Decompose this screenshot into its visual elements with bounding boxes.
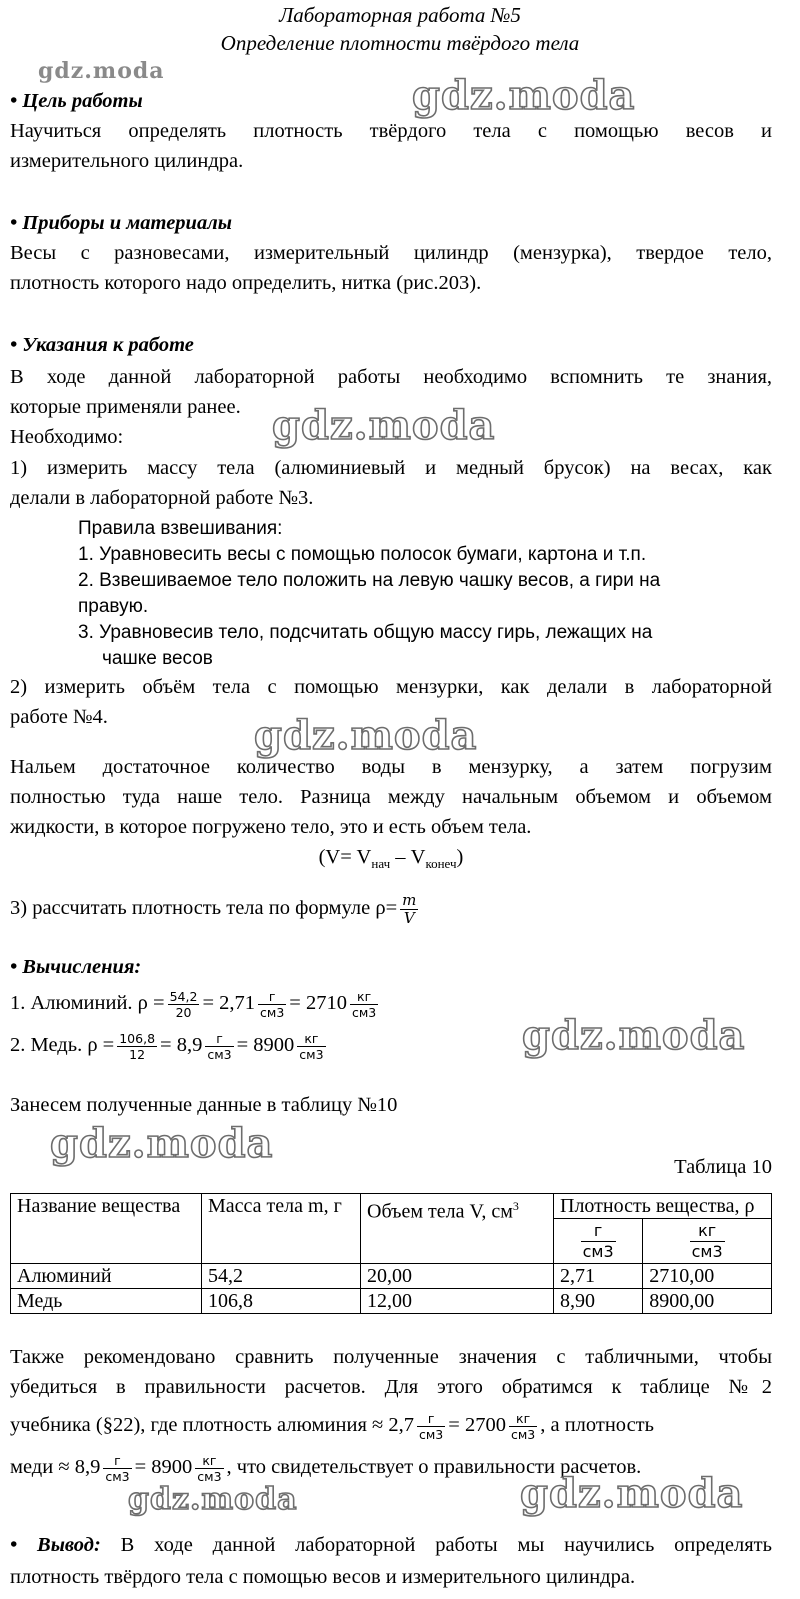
density-formula-fraction: $\frac{m}{V}$	[402, 891, 417, 927]
equipment-text-line: плотность которого надо определить, нитка (рис.203).	[10, 272, 482, 294]
rule-item: чашке весов	[102, 648, 213, 669]
watermark-logo: gdz.moda	[254, 712, 478, 759]
watermark-logo: gdz.moda	[520, 1470, 744, 1517]
equipment-heading: • Приборы и материалы	[10, 212, 232, 234]
watermark-logo: gdz.moda	[38, 58, 165, 84]
instructions-text-line: которые применяли ранее.	[10, 396, 241, 418]
rules-title: Правила взвешивания:	[78, 518, 283, 539]
goal-text-line: Научиться определять плотность твёрдого тела с помощью весов и	[10, 120, 772, 142]
watermark-logo: gdz.moda	[522, 1012, 746, 1059]
table-header-name: Название вещества	[11, 1194, 202, 1264]
watermark-logo: gdz.moda	[272, 402, 496, 449]
table-row: Медь 106,8 12,00 8,90 8900,00	[11, 1289, 772, 1314]
page-title: Лабораторная работа №5	[279, 3, 521, 27]
compare-line: Также рекомендовано сравнить полученные значения с табличными, чтобы	[10, 1346, 772, 1368]
step1-line: делали в лабораторной работе №3.	[10, 487, 314, 509]
rule-item: правую.	[78, 596, 149, 617]
calc-aluminium: 1. Алюминий. ρ = $\frac{54,2}{20}$ = 2,71 $\frac{г}{см3}$ = 2710 $\frac{кг}{см3}$	[10, 988, 377, 1020]
watermark-logo: gdz.moda	[50, 1120, 274, 1167]
table-header-density: Плотность вещества, ρ	[554, 1194, 772, 1219]
compare-line: меди ≈ 8,9 $\frac{г}{см3}$ = 8900 $\frac{кг}{см3}$ , что свидетельствует о правильности расчетов.	[10, 1452, 642, 1484]
table-unit-kg-cm3: $\frac{кг}{см3}$	[643, 1219, 772, 1264]
step2-line: 2) измерить объём тела с помощью мензурки, как делали в лабораторной	[10, 676, 772, 698]
conclusion-line: плотность твёрдого тела с помощью весов и измерительного цилиндра.	[10, 1566, 636, 1588]
water-text-line: жидкости, в которое погружено тело, это и есть объем тела.	[10, 816, 532, 838]
rule-item: 2. Взвешиваемое тело положить на левую чашку весов, а гири на	[78, 570, 661, 591]
volume-formula: $(V= V_{нач} - V_{конеч})$	[318, 846, 464, 872]
table-header-mass: Масса тела m, г	[202, 1194, 361, 1264]
compare-line: убедиться в правильности расчетов. Для этого обратимся к таблице №2	[10, 1376, 772, 1398]
instructions-heading: • Указания к работе	[10, 334, 194, 356]
step1-line: 1) измерить массу тела (алюминиевый и медный брусок) на весах, как	[10, 457, 772, 479]
density-table	[10, 1193, 772, 1314]
goal-text-line: измерительного цилиндра.	[10, 150, 244, 172]
table-row: Алюминий 54,2 20,00 2,71 2710,00	[11, 1264, 772, 1289]
watermark-logo: gdz.moda	[128, 1482, 298, 1517]
compare-line: учебника (§22), где плотность алюминия ≈ 2,7 $\frac{г}{см3}$ = 2700 $\frac{кг}{см3}$ , а плотность	[10, 1410, 654, 1442]
goal-heading: • Цель работы	[10, 90, 143, 112]
table-header-volume: Объем тела V, $см^3$	[361, 1194, 554, 1264]
instructions-text-line: Необходимо:	[10, 426, 124, 448]
calculations-heading: • Вычисления:	[10, 956, 142, 978]
table-caption: Таблица 10	[674, 1156, 772, 1178]
watermark-logo: gdz.moda	[412, 72, 636, 119]
rule-item: 1. Уравновесить весы с помощью полосок бумаги, картона и т.п.	[78, 544, 647, 565]
calc-copper: 2. Медь. ρ = $\frac{106,8}{12}$ = 8,9 $\frac{г}{см3}$ = 8900 $\frac{кг}{см3}$	[10, 1030, 324, 1062]
rule-item: 3. Уравновесив тело, подсчитать общую массу гирь, лежащих на	[78, 622, 653, 643]
step2-line: работе №4.	[10, 706, 108, 728]
water-text-line: Нальем достаточное количество воды в мензурку, а затем погрузим	[10, 756, 772, 778]
instructions-text-line: В ходе данной лабораторной работы необходимо вспомнить те знания,	[10, 366, 772, 388]
conclusion-line: • Вывод: В ходе данной лабораторной работы мы научились определять	[10, 1534, 772, 1556]
table-intro: Занесем полученные данные в таблицу №10	[10, 1094, 398, 1116]
page-subtitle: Определение плотности твёрдого тела	[220, 31, 580, 55]
water-text-line: полностью туда наше тело. Разница между начальным объемом и объемом	[10, 786, 772, 808]
step3-line: 3) рассчитать плотность тела по формуле ρ= $\frac{m}{V}$	[10, 891, 417, 927]
table-unit-g-cm3: $\frac{г}{см3}$	[554, 1219, 643, 1264]
equipment-text-line: Весы с разновесами, измерительный цилиндр (мензурка), твердое тело,	[10, 242, 772, 264]
